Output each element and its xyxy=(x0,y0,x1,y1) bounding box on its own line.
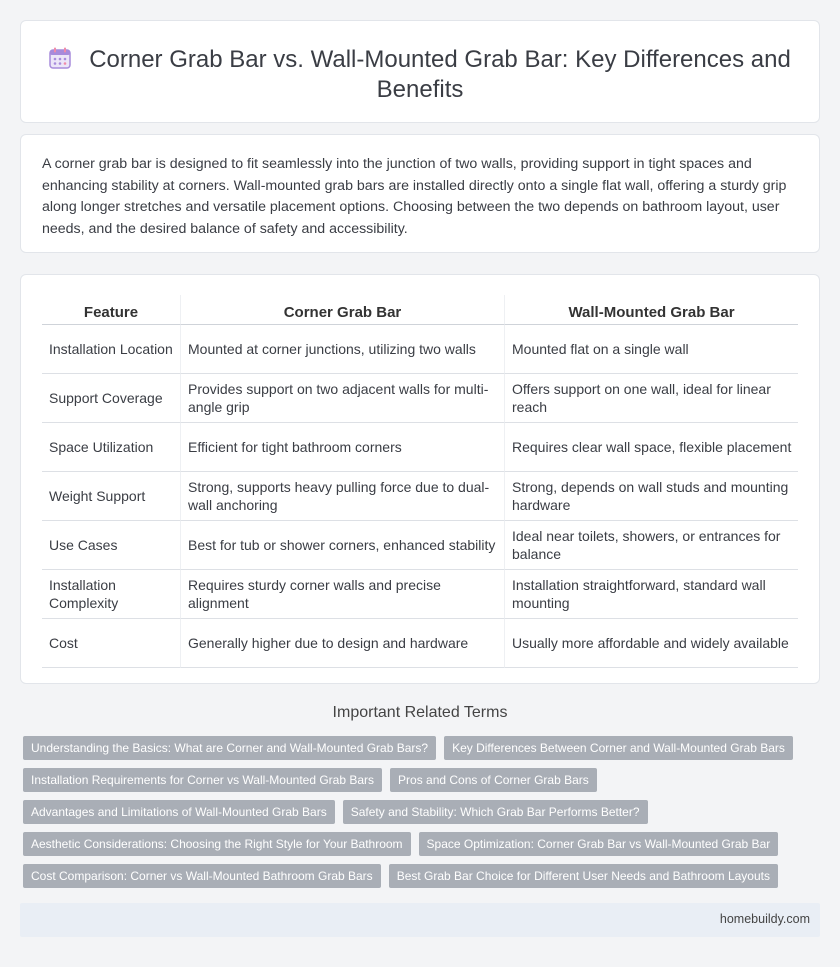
table-cell: Space Utilization xyxy=(42,423,180,472)
table-cell: Strong, supports heavy pulling force due to dual-wall anchoring xyxy=(180,472,504,521)
table-cell: Ideal near toilets, showers, or entrances for balance xyxy=(504,521,798,570)
page-title xyxy=(21,45,819,105)
table-cell: Efficient for tight bathroom corners xyxy=(180,423,504,472)
related-term-tag[interactable]: Best Grab Bar Choice for Different User Needs and Bathroom Layouts xyxy=(389,864,778,888)
related-term-tag[interactable]: Understanding the Basics: What are Corner and Wall-Mounted Grab Bars? xyxy=(23,736,436,760)
comparison-table-card xyxy=(20,274,820,684)
table-row xyxy=(42,619,798,668)
table-row xyxy=(42,570,798,619)
table-cell: Generally higher due to design and hardware xyxy=(180,619,504,668)
related-term-tag[interactable]: Pros and Cons of Corner Grab Bars xyxy=(390,768,597,792)
page-title-text: Corner Grab Bar vs. Wall-Mounted Grab Bar: Key Differences and Benefits xyxy=(89,46,791,103)
related-term-tag[interactable]: Cost Comparison: Corner vs Wall-Mounted Bathroom Grab Bars xyxy=(23,864,381,888)
related-term-tag[interactable]: Advantages and Limitations of Wall-Mounted Grab Bars xyxy=(23,800,335,824)
related-term-tag[interactable]: Safety and Stability: Which Grab Bar Performs Better? xyxy=(343,800,648,824)
table-cell: Mounted flat on a single wall xyxy=(504,325,798,374)
footer-site-name[interactable]: homebuildy.com xyxy=(719,912,810,926)
table-cell: Use Cases xyxy=(42,521,180,570)
table-cell: Requires clear wall space, flexible placement xyxy=(504,423,798,472)
table-cell: Offers support on one wall, ideal for linear reach xyxy=(504,374,798,423)
intro-card xyxy=(20,134,820,253)
table-cell: Support Coverage xyxy=(42,374,180,423)
title-card xyxy=(20,20,820,123)
table-row xyxy=(42,472,798,521)
table-cell: Provides support on two adjacent walls for multi-angle grip xyxy=(180,374,504,423)
table-cell: Installation straightforward, standard wall mounting xyxy=(504,570,798,619)
table-cell: Cost xyxy=(42,619,180,668)
table-header-row xyxy=(42,295,798,325)
table-cell: Installation Complexity xyxy=(42,570,180,619)
footer xyxy=(20,903,820,937)
table-row xyxy=(42,325,798,374)
table-cell: Usually more affordable and widely available xyxy=(504,619,798,668)
related-terms-heading: Important Related Terms xyxy=(332,704,508,721)
related-terms-tags xyxy=(23,736,813,888)
table-cell: Requires sturdy corner walls and precise alignment xyxy=(180,570,504,619)
table-cell: Strong, depends on wall studs and mounting hardware xyxy=(504,472,798,521)
related-term-tag[interactable]: Aesthetic Considerations: Choosing the Right Style for Your Bathroom xyxy=(23,832,411,856)
table-row xyxy=(42,374,798,423)
table-cell: Weight Support xyxy=(42,472,180,521)
calendar-icon xyxy=(49,47,71,69)
comparison-table xyxy=(42,295,798,668)
table-cell: Installation Location xyxy=(42,325,180,374)
table-cell: Mounted at corner junctions, utilizing two walls xyxy=(180,325,504,374)
table-row xyxy=(42,521,798,570)
header-wall-mounted-grab-bar: Wall-Mounted Grab Bar xyxy=(504,295,798,325)
table-row xyxy=(42,423,798,472)
header-feature: Feature xyxy=(42,295,180,325)
intro-paragraph: A corner grab bar is designed to fit seamlessly into the junction of two walls, providing support in tight spaces and enhancing stability at corners. Wall-mounted grab bars are installed directly onto a single flat wall, offering a sturdy grip along longer stretches and versatile placement options. Choosing between the two depends on bathroom layout, user needs, and the desired balance of safety and accessibility. xyxy=(42,156,787,237)
table-cell: Best for tub or shower corners, enhanced stability xyxy=(180,521,504,570)
related-term-tag[interactable]: Installation Requirements for Corner vs Wall-Mounted Grab Bars xyxy=(23,768,382,792)
header-corner-grab-bar: Corner Grab Bar xyxy=(180,295,504,325)
related-term-tag[interactable]: Space Optimization: Corner Grab Bar vs Wall-Mounted Grab Bar xyxy=(419,832,779,856)
related-term-tag[interactable]: Key Differences Between Corner and Wall-Mounted Grab Bars xyxy=(444,736,793,760)
